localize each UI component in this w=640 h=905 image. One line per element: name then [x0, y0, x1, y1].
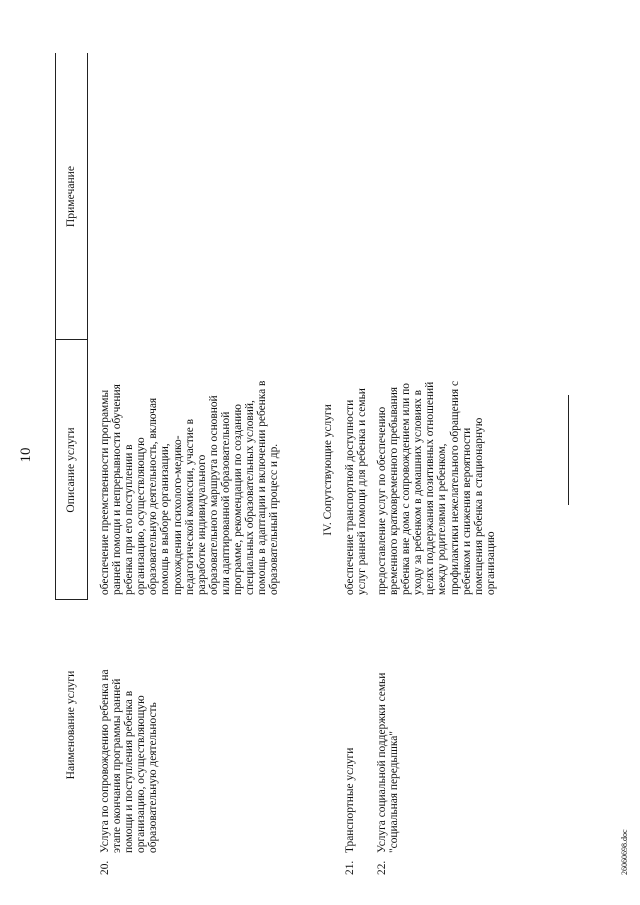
header-name: Наименование услуги	[64, 670, 77, 780]
row-22-number: 22.	[376, 860, 388, 875]
row-20-name: Услуга по сопровождению ребенка на этапе окончания программы ранней помощи и поступления ребенка в организацию, осуществляющую образовательную деятельность	[99, 669, 160, 853]
page-number: 10	[18, 447, 34, 463]
row-21-name: Транспортные услуги	[344, 747, 356, 853]
header-note: Примечание	[64, 165, 77, 228]
table-top-border	[55, 53, 56, 600]
section-heading: IV. Сопутствующие услуги	[322, 404, 334, 536]
header-description: Описание услуги	[64, 427, 77, 513]
row-21-number: 21.	[344, 860, 356, 875]
row-21-description: обеспечение транспортной доступности услуг ранней помощи для ребенка и семьи	[344, 388, 369, 595]
row-22-name: Услуга социальной поддержки семьи "социальная передышка"	[376, 672, 401, 853]
row-20-number: 20.	[99, 860, 111, 875]
row-22-description: предоставление услуг по обеспечению временного кратковременного пребывания ребенка вне дома с сопровождением или по уходу за ребенком в домашних условиях в целях поддержания позитивных отношений между родителями и ребенком, профилактики нежелательного обращения с ребенком и снижения вероятности помещения ребенка в стационарную организацию	[376, 380, 497, 595]
end-separator-line	[568, 395, 569, 505]
row-20-description: обеспечение преемственности программы ранней помощи и непрерывности обучения ребенка при его поступлении в организацию, осуществляющую образовательную деятельность, включая помощь в выборе организации, прохождении психолого-медико- педагогической комиссии, участие в разработке индивидуального образовательного маршрута по основной или адаптированной образовательной программе, рекомендации по созданию специальных образовательных условий, помощь в адаптации и включении ребенка в образовательный процесс и др.	[99, 380, 281, 595]
header-bottom-border	[87, 53, 88, 600]
file-name-footer: 26060698.doc	[620, 829, 629, 875]
